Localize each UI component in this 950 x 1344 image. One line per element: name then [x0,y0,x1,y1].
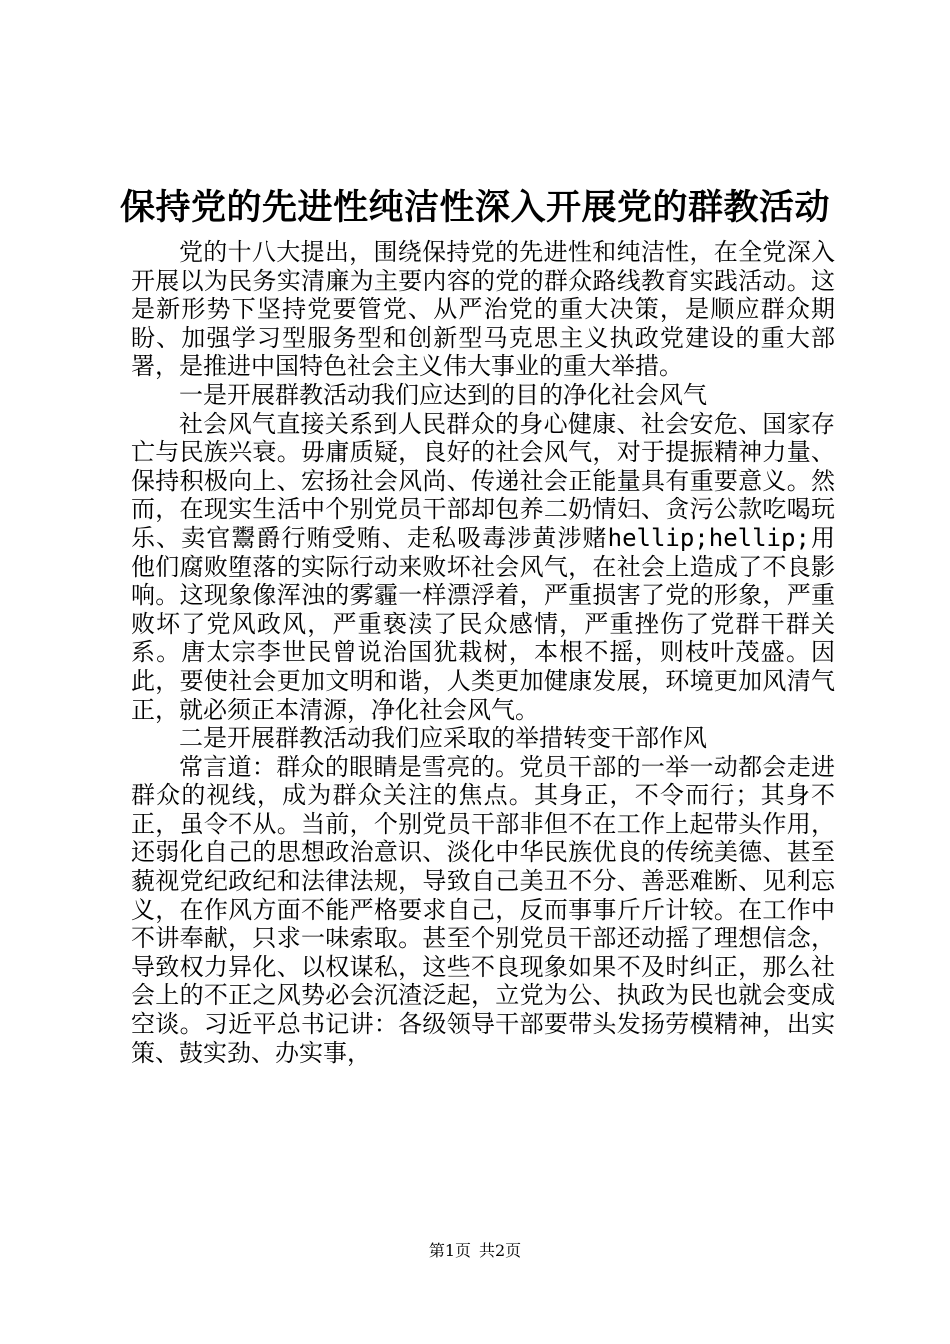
page-number-current: 第1页 [428,1241,471,1260]
document-body [131,238,835,1067]
paragraph-cadre-style: 常言道：群众的眼睛是雪亮的。党员干部的一举一动都会走进群众的视线，成为群众关注的焦点。其身正，不令而行；其身不正，虽令不从。当前，个别党员干部非但不在工作上起带头作用，还弱化自己的思想政治意识、淡化中华民族优良的传统美德、甚至藐视党纪政纪和法律法规，导致自己美丑不分、善恶难断、见利忘义，在作风方面不能严格要求自己，反而事事斤斤计较。在工作中不讲奉献，只求一味索取。甚至个别党员干部还动摇了理想信念，导致权力异化、以权谋私，这些不良现象如果不及时纠正，那么社会上的不正之风势必会沉渣泛起，立党为公、执政为民也就会变成空谈。习近平总书记讲：各级领导干部要带头发扬劳模精神，出实策、鼓实劲、办实事， [131,752,835,1067]
paragraph-social-atmosphere: 社会风气直接关系到人民群众的身心健康、社会安危、国家存亡与民族兴衰。毋庸质疑，良好的社会风气，对于提振精神力量、保持积极向上、宏扬社会风尚、传递社会正能量具有重要意义。然而，在现实生活中个别党员干部却包养二奶情妇、贪污公款吃喝玩乐、卖官鬻爵行贿受贿、走私吸毒涉黄涉赌hellip;hellip;用他们腐败堕落的实际行动来败坏社会风气，在社会上造成了不良影响。这现象像浑浊的雾霾一样漂浮着，严重损害了党的形象，严重败坏了党风政风，严重亵渎了民众感情，严重挫伤了党群干群关系。唐太宗李世民曾说治国犹栽树，本根不摇，则枝叶茂盛。因此，要使社会更加文明和谐，人类更加健康发展，环境更加风清气正，就必须正本清源，净化社会风气。 [131,409,835,724]
section-heading-1: 一是开展群教活动我们应达到的目的净化社会风气 [179,380,707,409]
paragraph-intro: 党的十八大提出，围绕保持党的先进性和纯洁性，在全党深入开展以为民务实清廉为主要内容的党的群众路线教育实践活动。这是新形势下坚持党要管党、从严治党的重大决策，是顺应群众期盼、加强学习型服务型和创新型马克思主义执政党建设的重大部署，是推进中国特色社会主义伟大事业的重大举措。 [131,238,835,381]
document-title: 保持党的先进性纯洁性深入开展党的群教活动 [119,187,830,228]
page-number-total: 共2页 [479,1241,522,1260]
section-heading-2: 二是开展群教活动我们应采取的举措转变干部作风 [179,724,707,753]
page-footer [0,1240,950,1262]
